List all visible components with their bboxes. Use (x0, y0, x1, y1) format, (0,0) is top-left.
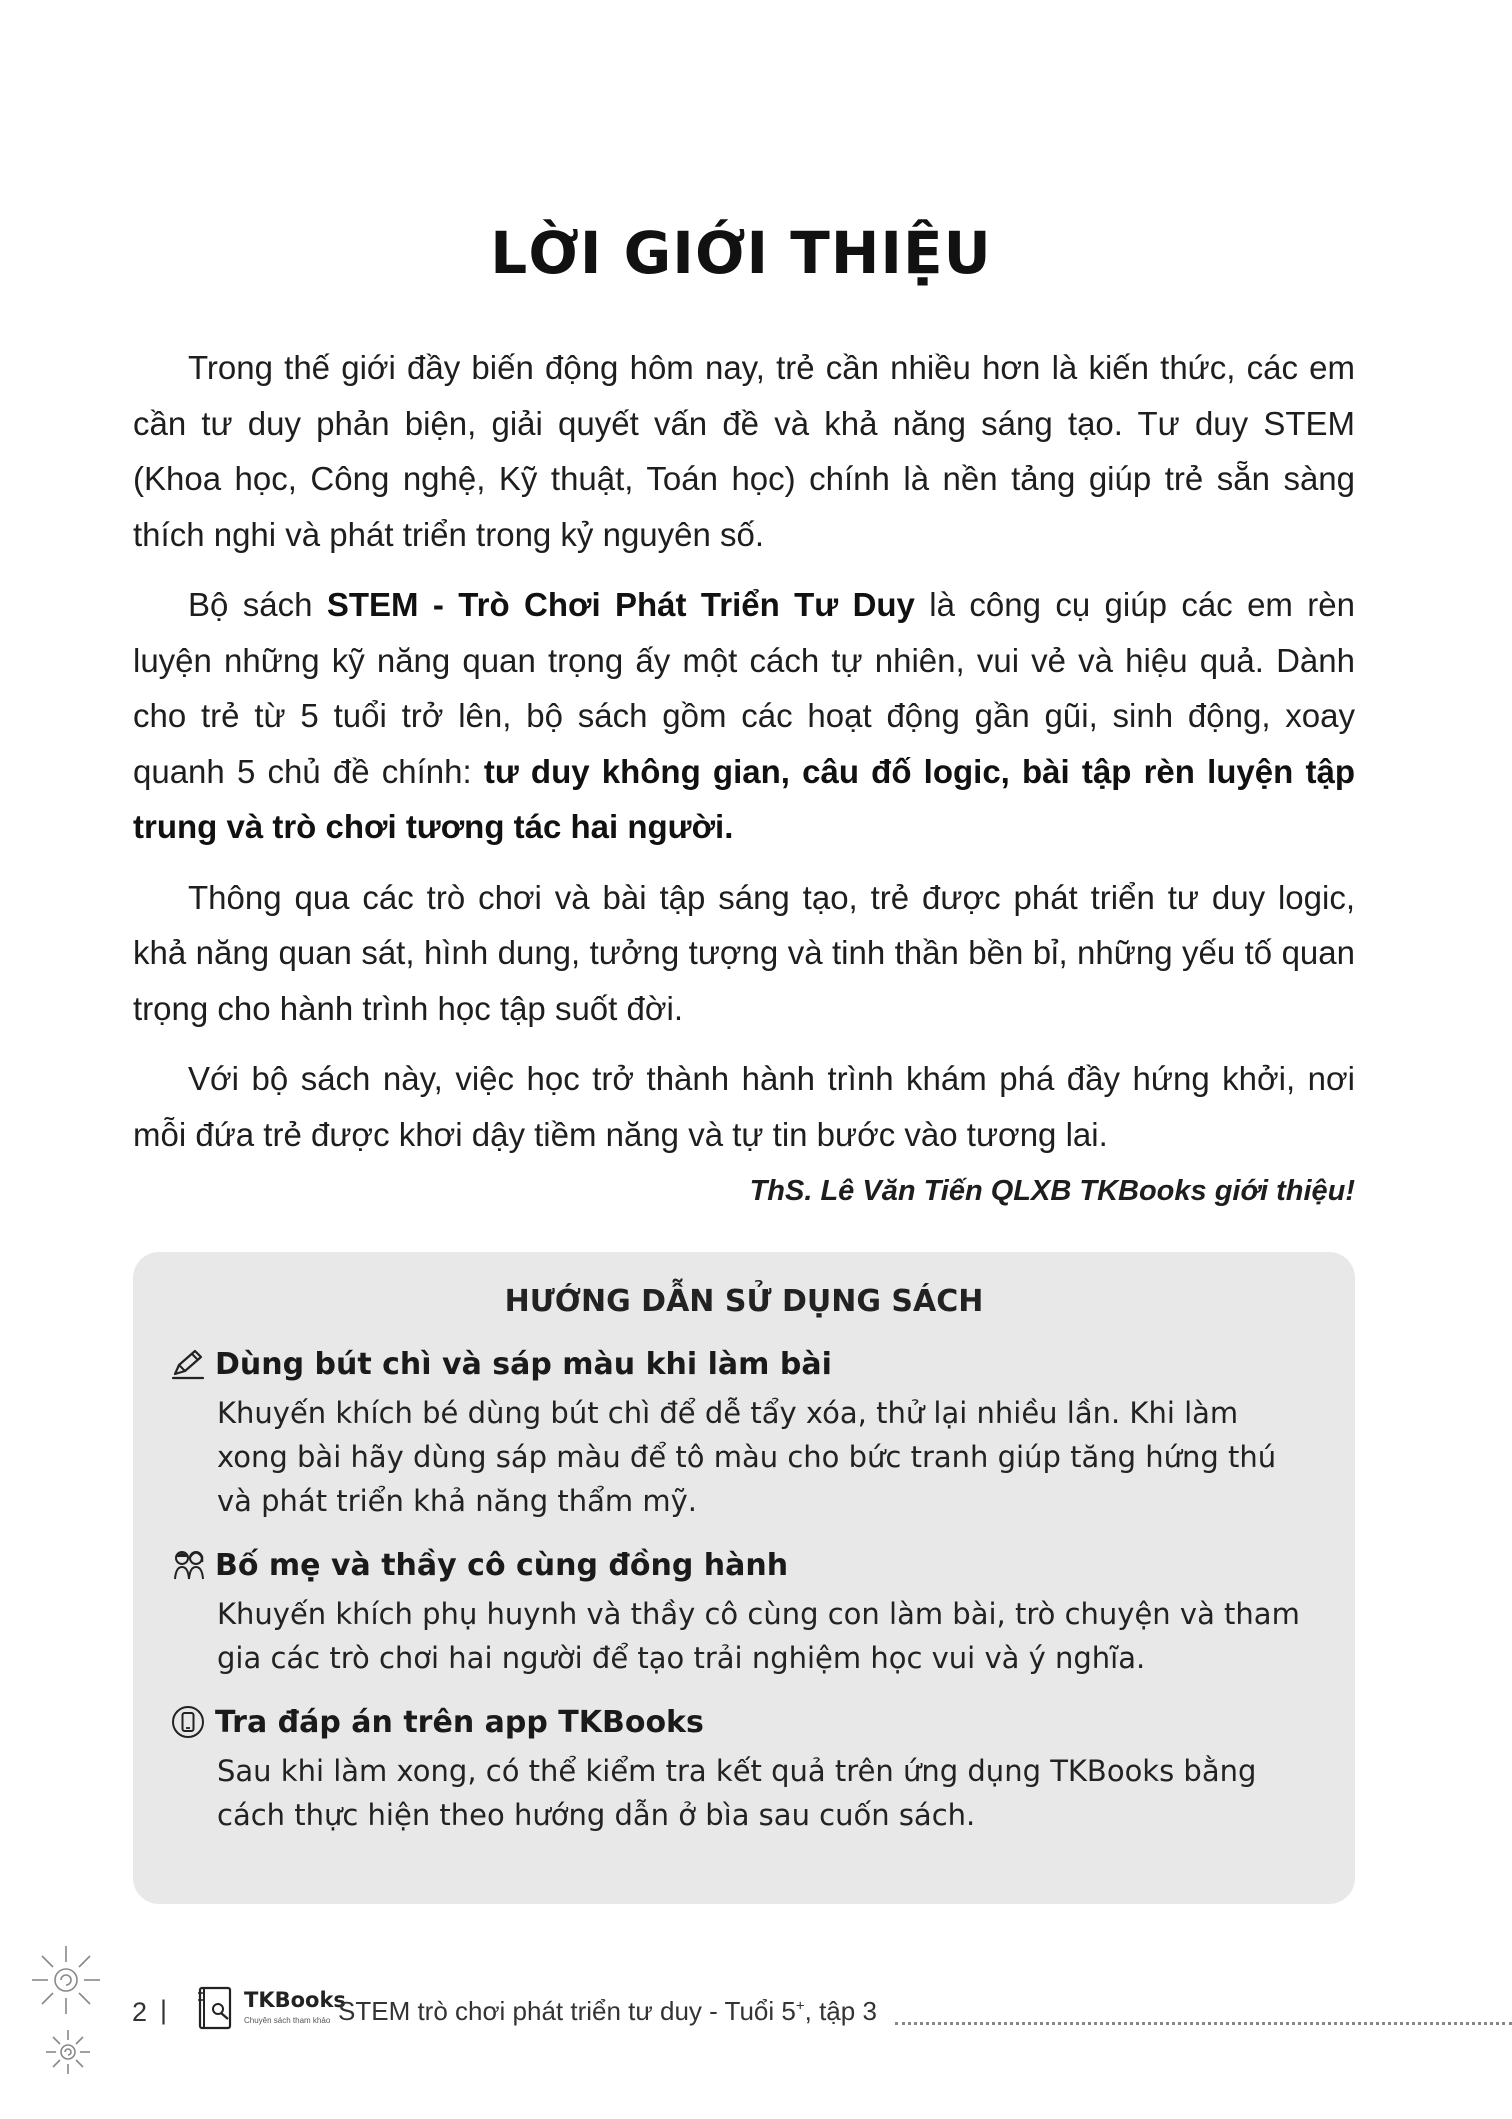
guide-item-head (171, 1699, 1317, 1745)
tkbooks-logo (196, 1980, 346, 2044)
guide-item-body: Khuyến khích phụ huynh và thầy cô cùng con làm bài, trò chuyện và tham gia các trò chơi hai người để tạo trải nghiệm học vui và ý nghĩa. (217, 1597, 1300, 1675)
intro-p2-book-name: STEM - Trò Chơi Phát Triển Tư Duy (326, 586, 915, 623)
book-title-text: STEM trò chơi phát triển tư duy - Tuổi 5 (338, 1996, 796, 2026)
footer-separator: | (160, 1995, 168, 2025)
guide-item-parents (171, 1542, 1317, 1680)
intro-paragraph-4: Với bộ sách này, việc học trở thành hành trình khám phá đầy hứng khởi, nơi mỗi đứa trẻ được khơi dậy tiềm năng và tự tin bước vào tương lai. (133, 1060, 1355, 1153)
introduction (133, 340, 1355, 1208)
brand-tagline: Chuyên sách tham khảo (244, 2016, 331, 2025)
footer-dotted-line (895, 2022, 1512, 2025)
signature: ThS. Lê Văn Tiến QLXB TKBooks giới thiệu! (749, 1175, 1355, 1207)
guide-item-body: Sau khi làm xong, có thể kiểm tra kết quả trên ứng dụng TKBooks bằng cách thực hiện theo hướng dẫn ở bìa sau cuốn sách. (217, 1754, 1257, 1832)
guide-item-pencil (171, 1341, 1317, 1523)
guide-title: HƯỚNG DẪN SỬ DỤNG SÁCH (504, 1284, 984, 1319)
intro-p2-text-a: Bộ sách (188, 586, 327, 623)
book-logo-icon (196, 1984, 240, 2034)
page-number: 2 (132, 1997, 148, 2027)
intro-paragraph-3: Thông qua các trò chơi và bài tập sáng tạo, trẻ được phát triển tư duy logic, khả năng quan sát, hình dung, tưởng tượng và tinh thần bền bỉ, những yếu tố quan trọng cho hành trình học tập suốt đời. (133, 878, 1355, 1027)
guide-item-head (171, 1542, 1317, 1588)
guide-item-body: Khuyến khích bé dùng bút chì để dễ tẩy xóa, thử lại nhiều lần. Khi làm xong bài hãy dùng sáp màu để tô màu cho bức tranh giúp tăng hứng thú và phát triển khả năng thẩm mỹ. (217, 1396, 1277, 1518)
intro-paragraph-2 (133, 577, 1355, 855)
guide-item-title: Bố mẹ và thầy cô cùng đồng hành (215, 1547, 789, 1583)
usage-guide-box (133, 1252, 1355, 1904)
sun-swirl-decoration-icon (30, 1940, 105, 2090)
pencil-icon (171, 1344, 215, 1384)
book-title (338, 1996, 877, 2027)
page-footer (0, 1940, 1512, 2119)
phone-icon (171, 1702, 215, 1742)
page-title: LỜI GIỚI THIỆU (490, 218, 992, 287)
guide-item-title: Dùng bút chì và sáp màu khi làm bài (215, 1346, 832, 1382)
brand-name: TKBooks (244, 1988, 346, 2012)
intro-p2-topics: tư duy không gian, câu đố logic, bài tập rèn luyện tập trung và trò chơi tương tác hai người. (133, 752, 1355, 845)
guide-item-title: Tra đáp án trên app TKBooks (215, 1704, 704, 1740)
volume-text: , tập 3 (804, 1996, 877, 2026)
parents-icon (171, 1545, 215, 1585)
intro-p2-text-b: là công cụ giúp các em rèn luyện những kỹ năng quan trọng ấy một cách tự nhiên, vui vẻ và hiệu quả. Dành cho trẻ từ 5 tuổi trở lên, bộ sách gồm các hoạt động gần gũi, sinh động, xoay quanh 5 chủ đề chính: (133, 586, 1355, 790)
age-superscript: + (795, 1997, 805, 2015)
guide-item-head (171, 1341, 1317, 1387)
intro-paragraph-1: Trong thế giới đầy biến động hôm nay, trẻ cần nhiều hơn là kiến thức, các em cần tư duy phản biện, giải quyết vấn đề và khả năng sáng tạo. Tư duy STEM (Khoa học, Công nghệ, Kỹ thuật, Toán học) chính là nền tảng giúp trẻ sẵn sàng thích nghi và phát triển trong kỷ nguyên số. (133, 349, 1355, 553)
guide-item-app (171, 1699, 1317, 1837)
